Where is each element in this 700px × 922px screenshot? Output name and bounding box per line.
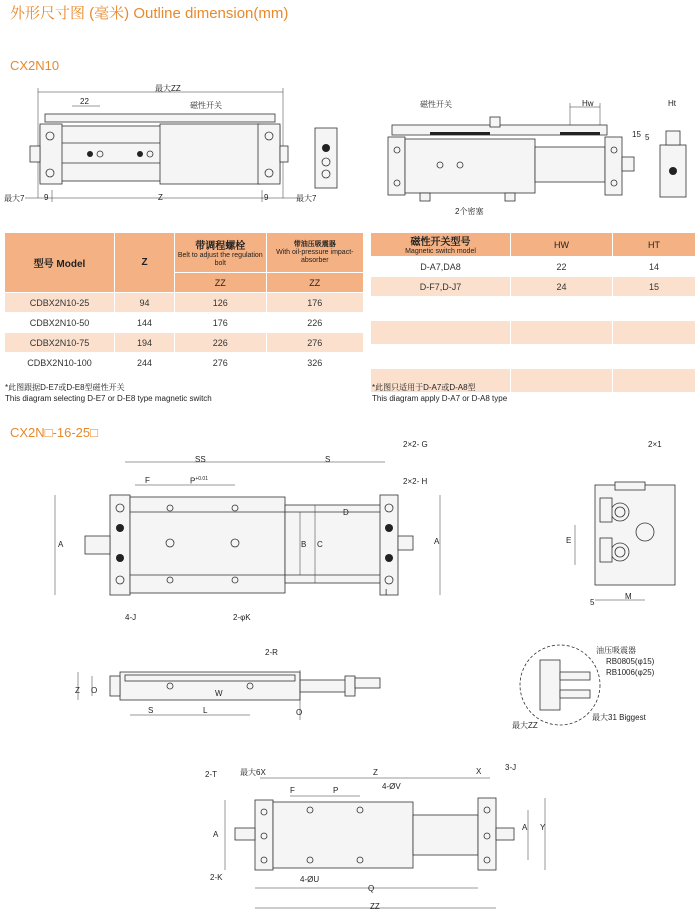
note-left-en: This diagram selecting D-E7 or D-E8 type magnetic switch xyxy=(5,394,212,403)
absorber-title: 油压吸震器 xyxy=(596,646,636,655)
col-hw: HW xyxy=(511,233,613,257)
cx2n10-model-table xyxy=(4,232,364,373)
dim-e: E xyxy=(566,536,572,545)
cell-zz1: 176 xyxy=(175,313,267,333)
dim-15: 15 xyxy=(632,130,641,139)
cell-z: 244 xyxy=(115,353,175,373)
dim-f: F xyxy=(145,476,150,485)
dim-2-t: 2-T xyxy=(205,770,217,779)
table-row xyxy=(371,345,696,369)
seals-label: 2个密塞 xyxy=(455,207,484,216)
dim-max7-left: 最大7 xyxy=(4,194,25,203)
dim-p-tol: +0.01 xyxy=(195,476,208,482)
col-ht: HT xyxy=(613,233,696,257)
dim-2-r: 2-R xyxy=(265,648,278,657)
dim-2-k: 2-φK xyxy=(233,613,251,622)
table-row xyxy=(371,277,696,297)
dim-4-v: 4-ØV xyxy=(382,782,401,791)
dim-ss: SS xyxy=(195,455,206,464)
dim-9-left: 9 xyxy=(44,193,49,202)
absorber-rb0805: RB0805(φ15) xyxy=(606,657,655,666)
dim-5: 5 xyxy=(645,133,650,142)
table-row xyxy=(5,353,364,373)
col-switch-en: Magnetic switch model xyxy=(405,248,476,255)
cell-z: 94 xyxy=(115,293,175,313)
dim-2x2-g: 2×2- G xyxy=(403,440,428,449)
absorber-max-zz: 最大ZZ xyxy=(512,721,538,730)
cell-zz2: 176 xyxy=(266,293,363,313)
dim-d: D xyxy=(343,508,349,517)
dim-w: W xyxy=(215,689,223,698)
cx2n10-switch-drawing xyxy=(360,95,700,225)
sub-zz-bolt: ZZ xyxy=(175,273,267,293)
cell-switch-model: D-A7,DA8 xyxy=(371,257,511,277)
dim-o-right: O xyxy=(296,708,303,717)
dim-4-u: 4-ØU xyxy=(300,875,320,884)
table-row xyxy=(371,297,696,321)
col-absorber-cn: 带油压吸震器 xyxy=(293,240,336,248)
dim-4-j: 4-J xyxy=(125,613,137,622)
cx2n-top-view xyxy=(40,440,460,625)
cell-model: CDBX2N10-50 xyxy=(5,313,115,333)
dim-o-side: O xyxy=(91,686,98,695)
dim-y: Y xyxy=(540,823,546,832)
sub-zz-absorber: ZZ xyxy=(266,273,363,293)
cell-model: CDBX2N10-75 xyxy=(5,333,115,353)
col-bolt-en: Belt to adjust the regulation bolt xyxy=(177,252,263,267)
dim-max-6x: 最大6X xyxy=(240,768,266,777)
dim-hw: Hw xyxy=(582,99,594,108)
dim-s-side: S xyxy=(148,706,154,715)
section-label-cx2n10: CX2N10 xyxy=(10,58,60,73)
dim-5-end: 5 xyxy=(590,598,595,607)
dim-q: Q xyxy=(368,884,375,893)
table-row xyxy=(5,313,364,333)
table-row xyxy=(5,293,364,313)
dim-a-right: A xyxy=(434,537,440,546)
absorber-rb1006: RB1006(φ25) xyxy=(606,668,655,677)
cell-switch-model: D-F7,D-J7 xyxy=(371,277,511,297)
dim-s: S xyxy=(325,455,331,464)
dim-i: I xyxy=(385,588,388,597)
dim-z-bottom: Z xyxy=(373,768,378,777)
cell-z: 144 xyxy=(115,313,175,333)
dim-3-j: 3-J xyxy=(505,763,517,772)
table-row xyxy=(371,321,696,345)
dim-2x1: 2×1 xyxy=(648,440,662,449)
cell-zz1: 126 xyxy=(175,293,267,313)
cell-hw: 22 xyxy=(511,257,613,277)
dim-max-zz: 最大ZZ xyxy=(155,84,181,93)
table-row xyxy=(371,257,696,277)
cx2n-bottom-view xyxy=(200,760,560,920)
dim-m: M xyxy=(625,592,632,601)
note-left-cn: *此图跟据D-E7或D-E8型磁性开关 xyxy=(5,383,125,392)
dim-a-left: A xyxy=(58,540,64,549)
note-right-cn: *此图只适用于D-A7或D-A8型 xyxy=(372,383,476,392)
dim-a-bottom: A xyxy=(213,830,219,839)
dim-x: X xyxy=(476,767,482,776)
table-row xyxy=(5,333,364,353)
section-label-cx2n: CX2N□-16-25□ xyxy=(10,425,98,440)
cell-model: CDBX2N10-100 xyxy=(5,353,115,373)
magnetic-switch-label-right: 磁性开关 xyxy=(420,100,452,109)
dim-l: L xyxy=(203,706,208,715)
switch-model-table xyxy=(370,232,696,393)
cell-hw: 24 xyxy=(511,277,613,297)
cell-model: CDBX2N10-25 xyxy=(5,293,115,313)
dim-b: B xyxy=(301,540,307,549)
cell-zz1: 226 xyxy=(175,333,267,353)
magnetic-switch-label: 磁性开关 xyxy=(190,101,222,110)
note-right-en: This diagram apply D-A7 or D-A8 type xyxy=(372,394,508,403)
cell-ht: 15 xyxy=(613,277,696,297)
dim-p-bottom: P xyxy=(333,786,339,795)
cell-zz2: 226 xyxy=(266,313,363,333)
col-z: Z xyxy=(115,233,175,293)
dim-ht: Ht xyxy=(668,99,676,108)
dim-2x2-h: 2×2- H xyxy=(403,477,428,486)
dim-f-bottom: F xyxy=(290,786,295,795)
dim-p xyxy=(190,476,208,486)
col-model: 型号 Model xyxy=(5,233,115,293)
absorber-max31: 最大31 Biggest xyxy=(592,713,646,722)
col-bolt-cn: 带调程螺栓 xyxy=(195,241,246,252)
cx2n-side-view xyxy=(70,650,400,725)
dim-c: C xyxy=(317,540,323,549)
cell-zz2: 276 xyxy=(266,333,363,353)
page-title: 外形尺寸图 (毫米) Outline dimension(mm) xyxy=(10,5,289,22)
dim-p-text: P xyxy=(190,476,196,486)
dim-9-right: 9 xyxy=(264,193,269,202)
cell-ht: 14 xyxy=(613,257,696,277)
cell-zz1: 276 xyxy=(175,353,267,373)
cell-zz2: 326 xyxy=(266,353,363,373)
col-switch-cn: 磁性开关型号 xyxy=(410,237,471,248)
dim-z-side: Z xyxy=(75,686,80,695)
dim-a-bottom-right: A xyxy=(522,823,528,832)
cell-z: 194 xyxy=(115,333,175,353)
dim-zz-bottom: ZZ xyxy=(370,902,380,911)
dim-22: 22 xyxy=(80,97,89,106)
col-absorber-en: With oil-pressure impact-absorber xyxy=(276,248,354,264)
dim-z: Z xyxy=(158,193,163,202)
dim-max7-right: 最大7 xyxy=(296,194,317,203)
dim-2-k-bottom: 2-K xyxy=(210,873,223,882)
